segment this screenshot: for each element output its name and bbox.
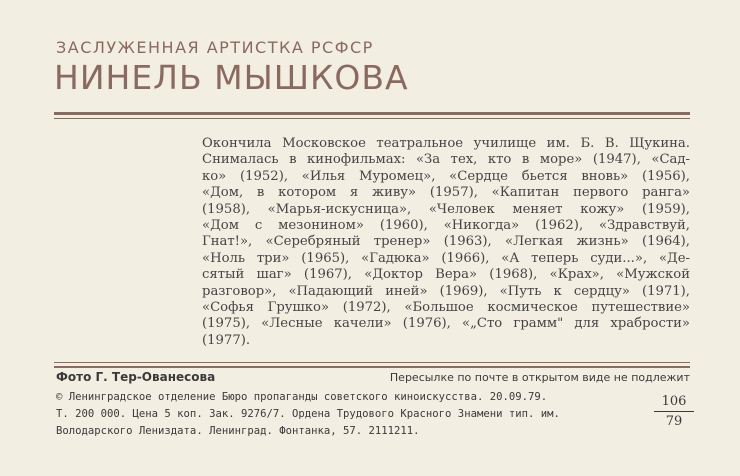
imprint-line: Т. 200 000. Цена 5 коп. Зак. 9276/7. Ордена Трудового Красного Знамени тип. им. bbox=[56, 408, 560, 420]
imprint-line: Володарского Лениздата. Ленинград. Фонтанка, 57. 2111211. bbox=[56, 425, 420, 437]
biography-text bbox=[202, 136, 690, 349]
catalog-number-top: 106 bbox=[654, 394, 694, 412]
bio-line: разговор», «Падающий иней» (1969), «Путь к сердцу» (1971), bbox=[202, 283, 690, 299]
bio-line: (1958), «Марья-искусница», «Человек меняет кожу» (1959), bbox=[202, 201, 690, 217]
footer-divider-thin bbox=[54, 362, 690, 363]
imprint-line: © Ленинградское отделение Бюро пропаганды советского киноискусства. 20.09.79. bbox=[56, 391, 548, 403]
bio-line: сятый шаг» (1967), «Доктор Вера» (1968), «Крах», «Мужской bbox=[202, 267, 690, 283]
catalog-number bbox=[654, 394, 694, 429]
top-divider-thin bbox=[54, 118, 690, 119]
photo-credit: Фото Г. Тер-Ованесова bbox=[56, 370, 216, 384]
catalog-number-bottom: 79 bbox=[665, 414, 683, 429]
bio-line: (1975), «Лесные качели» (1976), «„Сто грамм" для храбрости» bbox=[202, 316, 690, 332]
bio-line: Окончила Московское театральное училище им. Б. В. Щукина. bbox=[202, 136, 690, 151]
top-divider-thick bbox=[54, 112, 690, 115]
page-title: НИНЕЛЬ МЫШКОВА bbox=[54, 58, 409, 97]
bio-line: Снималась в кинофильмах: «За тех, кто в море» (1947), «Сад- bbox=[202, 152, 690, 168]
bio-line: «Дом с мезонином» (1960), «Никогда» (1962), «Здравствуй, bbox=[202, 218, 690, 234]
page-subtitle: ЗАСЛУЖЕННАЯ АРТИСТКА РСФСР bbox=[56, 38, 374, 57]
footer-divider-thick bbox=[54, 366, 690, 368]
printing-imprint bbox=[56, 389, 640, 440]
bio-line: «Софья Грушко» (1972), «Большое космическое путешествие» bbox=[202, 300, 690, 316]
bio-line: (1977). bbox=[202, 332, 251, 348]
bio-line: «Дом, в котором я живу» (1957), «Капитан первого ранга» bbox=[202, 185, 690, 201]
mail-notice: Пересылке по почте в открытом виде не подлежит bbox=[389, 371, 690, 384]
bio-line: «Ноль три» (1965), «Гадюка» (1966), «А теперь суди...», «Де- bbox=[202, 250, 690, 266]
bio-line: Гнат!», «Серебряный тренер» (1963), «Легкая жизнь» (1964), bbox=[202, 234, 690, 250]
bio-line: ко» (1952), «Илья Муромец», «Сердце бьется вновь» (1956), bbox=[202, 168, 690, 184]
